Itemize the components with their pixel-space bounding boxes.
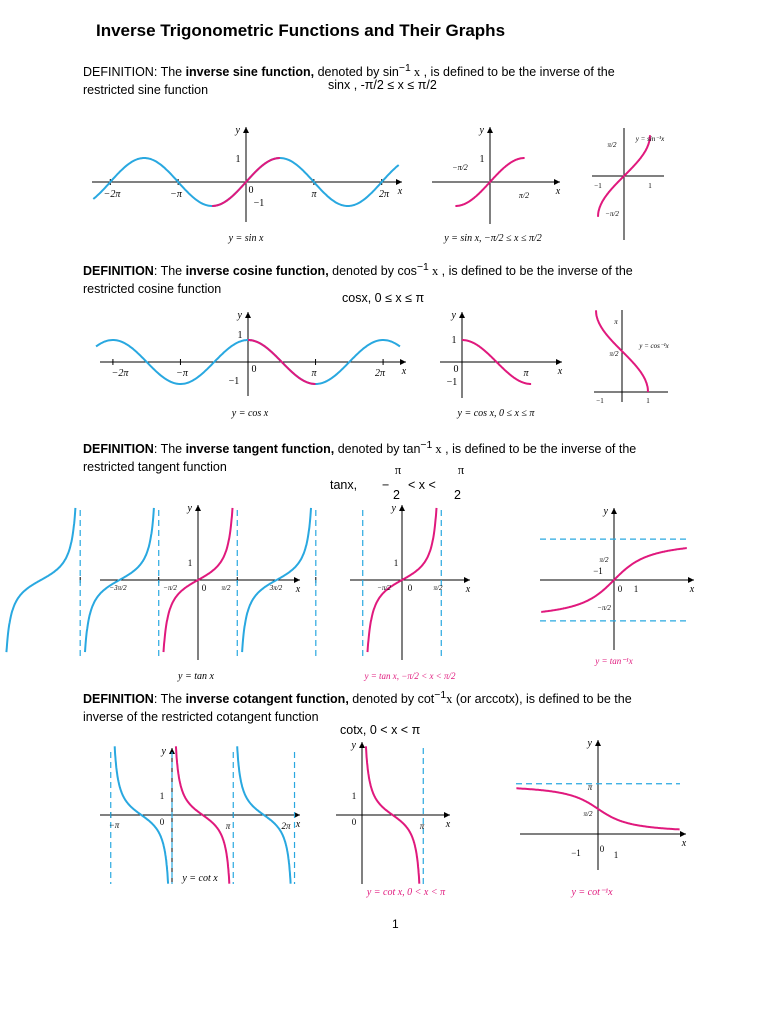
tangent-restricted-x-label: x <box>465 584 471 595</box>
arctan-x-arrow <box>688 577 694 583</box>
cosine-full-tick-label: −2π <box>111 368 129 379</box>
tangent-full-tick-label: π/2 <box>221 584 231 592</box>
definition-label: DEFINITION <box>83 692 154 707</box>
tangent-restriction-minus: − <box>382 478 390 492</box>
cotangent-restricted-x-arrow <box>444 812 450 818</box>
caption-cos-restricted: y = cos x, 0 ≤ x ≤ π <box>457 408 535 419</box>
tangent-restricted-tick-label: 1 <box>393 558 399 568</box>
cosine-full-x-arrow <box>400 359 406 365</box>
caption-sin-restricted: y = sin x, −π/2 ≤ x ≤ π/2 <box>444 233 542 244</box>
tangent-full-y-arrow <box>195 505 201 511</box>
cosine-full-y-label: y <box>237 310 242 321</box>
superscript: −1 <box>420 440 433 451</box>
caption-cot-full: y = cot x <box>182 873 218 884</box>
definition-text: , is defined to be the inverse of the <box>420 65 615 80</box>
cosine-full-tick-label: π <box>311 368 317 379</box>
arcsin-tick-label: −1 <box>594 182 602 190</box>
caption-tan-restricted: y = tan x, −π/2 < x < π/2 <box>364 671 456 681</box>
cotangent-restricted-y-label: y <box>351 740 356 751</box>
definition-text: denoted by cot <box>348 692 435 707</box>
sine-restricted-tick-label: π/2 <box>518 191 530 200</box>
sine-restricted-y-arrow <box>487 127 493 133</box>
tangent-restricted-y-arrow <box>399 505 405 511</box>
sine-full-tick-label: π <box>311 189 317 200</box>
variable: x <box>428 264 439 279</box>
caption-arctan: y = tan⁻¹x <box>595 656 633 666</box>
cosine-restricted-x-arrow <box>556 359 562 365</box>
cosine-restricted-x-label: x <box>557 366 563 377</box>
cotangent-full-tick-label: 2π <box>281 821 291 831</box>
tangent-full-tick-label: −π/2 <box>163 584 177 592</box>
cosine-restricted-y-label: y <box>451 310 456 321</box>
arctan-y-arrow <box>611 508 617 514</box>
caption-arccot: y = cot⁻¹x <box>571 887 613 898</box>
tangent-restriction-mid: < x < <box>408 478 436 492</box>
page-title: Inverse Trigonometric Functions and Their Graphs <box>96 21 506 40</box>
sine-restricted-tick-label: 1 <box>479 154 485 165</box>
tangent-full-x-arrow <box>294 577 300 583</box>
arccot-x-arrow <box>680 831 686 837</box>
sine-full-y-label: y <box>235 125 240 136</box>
cosine-full-tick-label: 2π <box>374 368 386 379</box>
arccos-tick-label: −1 <box>596 397 604 405</box>
sine-full-tick-label: 2π <box>378 189 390 200</box>
arctan-y-label: y <box>603 506 608 517</box>
tangent-restricted-x-arrow <box>464 577 470 583</box>
cotangent-restricted-tick-label: 1 <box>351 791 357 801</box>
cotangent-full-tick-label: −π <box>108 820 120 830</box>
superscript: −1 <box>416 262 429 273</box>
definition-text: , is defined to be the inverse of the <box>438 264 633 279</box>
definition-term: inverse sine function, <box>185 65 315 80</box>
cotangent-restriction: cotx, 0 < x < π <box>340 723 421 737</box>
tangent-full-tick-label: −3π/2 <box>109 584 127 592</box>
definition-text: : The <box>153 65 186 80</box>
tangent-full-tick-label: 3π/2 <box>269 584 283 592</box>
tangent-restricted-tick-label: π/2 <box>433 584 443 592</box>
tangent-full-y-label: y <box>187 503 192 514</box>
cosine-restricted-tick-label: π <box>523 368 529 379</box>
sine-full-x-label: x <box>397 186 403 197</box>
definition-text: : The <box>153 692 186 707</box>
caption-cot-restricted: y = cot x, 0 < x < π <box>366 887 446 898</box>
arccot-y-arrow <box>595 740 601 746</box>
cosine-full-y-arrow <box>245 312 251 318</box>
arccot-tick-label: 0 <box>599 844 605 854</box>
definition-text: denoted by tan <box>334 442 421 457</box>
superscript: −1 <box>398 63 411 74</box>
cosine-full-tick-label: 1 <box>237 330 243 341</box>
cosine-restriction: cosx, 0 ≤ x ≤ π <box>342 291 425 305</box>
cosine-restricted-y-arrow <box>459 312 465 318</box>
sine-restricted-x-label: x <box>555 186 561 197</box>
arccos-tick-label: π/2 <box>609 350 619 358</box>
cosine-full-tick-label: −1 <box>228 376 240 387</box>
tangent-restriction-right-den: 2 <box>454 488 461 502</box>
arccot-tick-label: π <box>587 782 593 792</box>
sine-full-y-arrow <box>243 127 249 133</box>
arcsin-tick-label: 1 <box>648 182 652 190</box>
cosine-full-tick-label: 0 <box>251 364 257 375</box>
cotangent-restricted-y-arrow <box>359 742 365 748</box>
cotangent-restricted-x-label: x <box>445 819 451 830</box>
definition-text: : The <box>153 264 186 279</box>
tangent-restriction-left-num: π <box>394 463 402 477</box>
sine-full-tick-label: 0 <box>248 185 254 196</box>
sine-full-tick-label: −1 <box>253 198 265 209</box>
tangent-full-x-label: x <box>295 584 301 595</box>
cosine-restricted-tick-label: 1 <box>451 335 457 346</box>
arccot-tick-label: −1 <box>571 848 581 858</box>
caption-arccos: y = cos⁻¹x <box>639 342 669 350</box>
cosine-restricted-tick-label: 0 <box>453 364 459 375</box>
sine-full-tick-label: 1 <box>235 154 241 165</box>
caption-cos-full: y = cos x <box>231 408 269 419</box>
definition-term: inverse tangent function, <box>185 442 335 457</box>
sine-restriction: sinx , -π/2 ≤ x ≤ π/2 <box>328 78 437 92</box>
cotangent-restricted-tick-label: π <box>419 821 425 831</box>
arccos-tick-label: 1 <box>646 397 650 405</box>
definition-label: DEFINITION <box>83 442 154 457</box>
cotangent-full-y-label: y <box>161 746 166 757</box>
caption-tan-full: y = tan x <box>178 671 214 682</box>
definition-term: inverse cotangent function, <box>185 692 349 707</box>
arctan-tick-label: π/2 <box>599 556 609 564</box>
definition-term: inverse cosine function, <box>185 264 329 279</box>
tangent-restriction-left-den: 2 <box>393 488 400 502</box>
arctan-tick-label: 1 <box>633 584 639 594</box>
cosine-restricted-tick-label: −1 <box>446 377 458 388</box>
arccot-x-label: x <box>681 838 687 849</box>
sine-restricted-y-label: y <box>479 125 484 136</box>
variable: x <box>432 442 442 457</box>
cotangent-full-tick-label: 0 <box>159 817 165 827</box>
tangent-restricted-y-label: y <box>391 503 396 514</box>
definition-text: (or arccotx), is defined to be the <box>452 692 632 707</box>
sine-full-tick-label: −π <box>170 189 182 200</box>
variable: x <box>410 65 421 80</box>
cotangent-restricted-tick-label: 0 <box>351 817 357 827</box>
definition-line2: restricted sine function <box>83 83 209 98</box>
definition-line2: inverse of the restricted cotangent function <box>83 710 319 725</box>
page-number: 1 <box>392 917 399 931</box>
tangent-restricted-tick-label: 0 <box>407 583 413 593</box>
caption-arcsin: y = sin⁻¹x <box>635 135 665 143</box>
definition-text: : The <box>153 442 186 457</box>
definition-label: DEFINITION <box>83 264 154 279</box>
sine-full-tick-label: −2π <box>103 189 121 200</box>
cotangent-full-tick-label: 1 <box>159 791 165 801</box>
cosine-full-tick-label: −π <box>176 368 188 379</box>
cosine-full-x-label: x <box>401 366 407 377</box>
definition-label: DEFINITION <box>83 65 154 80</box>
tangent-full-tick-label: 1 <box>187 558 193 568</box>
definition-text: denoted by cos <box>328 264 417 279</box>
tangent-restricted-tick-label: −π/2 <box>377 584 391 592</box>
superscript: −1 <box>434 690 447 701</box>
arcsin-tick-label: π/2 <box>607 141 617 149</box>
variable: x <box>446 692 453 707</box>
arctan-tick-label: −π/2 <box>597 604 611 612</box>
sine-restricted-x-arrow <box>554 179 560 185</box>
cotangent-full-tick-label: π <box>225 821 231 831</box>
definition-line2: restricted tangent function <box>83 460 227 475</box>
definition-text: , is defined to be the inverse of the <box>441 442 637 457</box>
arccot-tick-label: 1 <box>613 850 619 860</box>
arctan-tick-label: −1 <box>593 566 603 576</box>
tangent-full-tick-label: 0 <box>201 583 207 593</box>
arccot-tick-label: π/2 <box>583 810 593 818</box>
tangent-restriction-fn: tanx, <box>330 478 358 492</box>
caption-sin-full: y = sin x <box>228 233 264 244</box>
arctan-x-label: x <box>689 584 695 595</box>
tangent-full-branch <box>6 508 75 652</box>
arctan-tick-label: 0 <box>617 584 623 594</box>
arccos-tick-label: π <box>614 318 618 326</box>
tangent-restriction-right-num: π <box>457 463 465 477</box>
sine-full-x-arrow <box>396 179 402 185</box>
definition-line2: restricted cosine function <box>83 282 222 297</box>
arcsin-tick-label: −π/2 <box>605 210 619 218</box>
cotangent-full-x-label: x <box>295 819 301 830</box>
sine-restricted-tick-label: −π/2 <box>452 163 468 172</box>
arccot-y-label: y <box>587 738 592 749</box>
definition-text: denoted by sin <box>314 65 399 80</box>
